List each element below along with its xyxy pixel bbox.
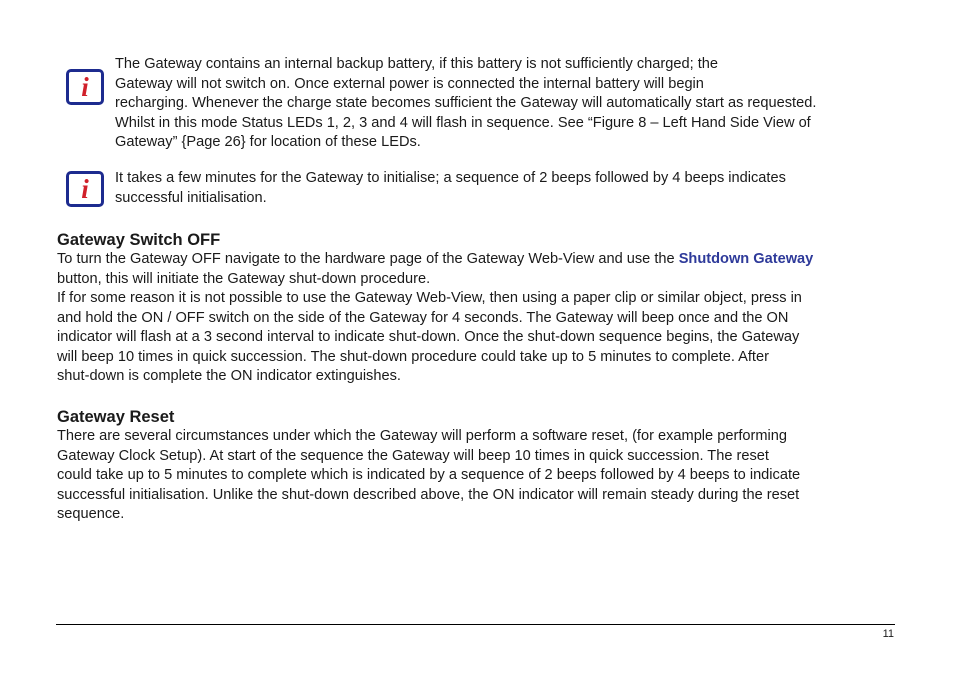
paragraph-line (57, 250, 897, 270)
paragraph-text: To turn the Gateway OFF navigate to the hardware page of the Gateway Web-View and use the (57, 251, 679, 267)
page-number: 11 (882, 628, 894, 640)
paragraph-line: sequence. (57, 506, 125, 522)
paragraph-line: successful initialisation. Unlike the shut-down described above, the ON indicator will remain steady during the reset (57, 486, 800, 503)
paragraph-line: If for some reason it is not possible to use the Gateway Web-View, then using a paper clip or similar object, press in (57, 290, 802, 306)
note-line: Gateway” {Page 26} for location of these LEDs. (115, 134, 421, 150)
paragraph-line: and hold the ON / OFF switch on the side of the Gateway for 4 seconds. The Gateway will beep once and the ON (57, 309, 789, 326)
note-line: The Gateway contains an internal backup battery, if this battery is not sufficiently charged; the (115, 56, 718, 72)
note-line: It takes a few minutes for the Gateway to initialise; a sequence of 2 beeps followed by 4 beeps indicates (115, 170, 786, 186)
switch-off-paragraph-2 (57, 289, 897, 387)
section-switch-off (57, 230, 897, 387)
note-initialise-text (115, 169, 895, 208)
paragraph-line: indicator will flash at a 3 second interval to indicate shut-down. Once the shut-down sequence begins, the Gateway (57, 329, 800, 345)
paragraph-line: will beep 10 times in quick succession. The shut-down procedure could take up to 5 minutes to complete. After (57, 348, 769, 365)
info-icon (66, 171, 104, 207)
section-heading: Gateway Reset (57, 408, 175, 426)
paragraph-line: could take up to 5 minutes to complete which is indicated by a sequence of 2 beeps followed by 4 beeps to indicate (57, 467, 801, 483)
note-line: successful initialisation. (115, 189, 267, 206)
section-heading: Gateway Switch OFF (57, 231, 221, 249)
footer-rule (56, 624, 895, 625)
svg-text:i: i (81, 72, 89, 102)
section-reset (57, 407, 897, 525)
note-line: Gateway will not switch on. Once external power is connected the internal battery will begin (115, 75, 704, 92)
paragraph-line: shut-down is complete the ON indicator extinguishes. (57, 368, 401, 384)
note-line: recharging. Whenever the charge state becomes sufficient the Gateway will automatically start as requested. (115, 95, 817, 111)
svg-text:i: i (81, 174, 89, 204)
paragraph-line: button, this will initiate the Gateway shut-down procedure. (57, 270, 431, 287)
paragraph-line: There are several circumstances under which the Gateway will perform a software reset, (for example performing (57, 428, 787, 444)
switch-off-paragraph-1 (57, 250, 897, 289)
note-battery-text (115, 55, 895, 153)
paragraph-line: Gateway Clock Setup). At start of the sequence the Gateway will beep 10 times in quick succession. The reset (57, 447, 769, 464)
note-line: Whilst in this mode Status LEDs 1, 2, 3 and 4 will flash in sequence. See “Figure 8 – Left Hand Side View of (115, 114, 811, 131)
info-icon (66, 69, 104, 105)
shutdown-gateway-reference: Shutdown Gateway (678, 251, 814, 267)
reset-paragraph (57, 427, 897, 525)
